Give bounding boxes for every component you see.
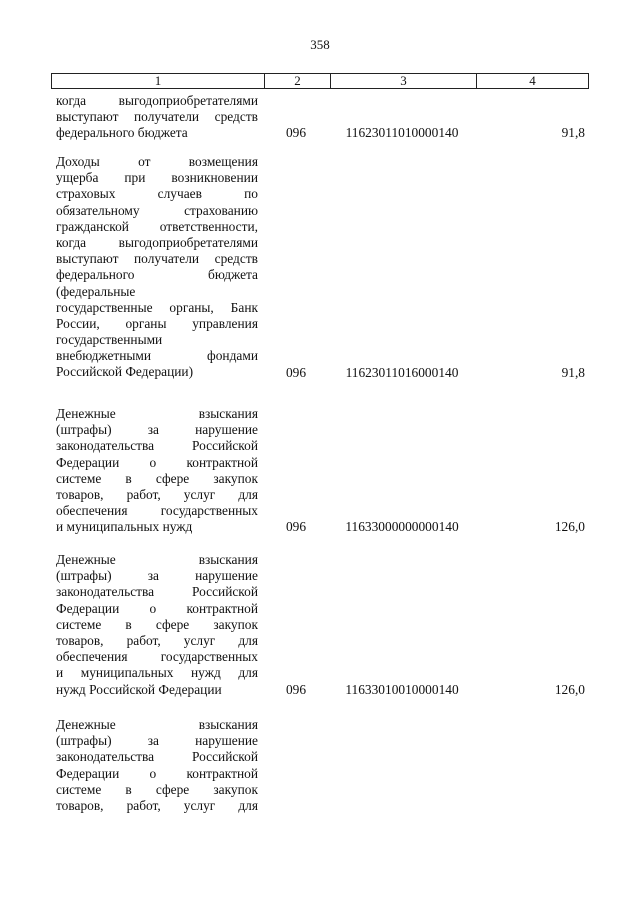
description-line: обеспечения государственных [56,503,258,519]
description-line: Федерации о контрактной [56,600,258,616]
description-line: когда выгодоприобретателями [56,234,258,250]
description-line: Денежные взыскания [56,552,258,567]
description-line: страховых случаев по [56,186,258,202]
description-line: внебюджетными фондами [56,348,258,364]
row-description [56,552,258,698]
table-header [51,73,589,89]
description-line: когда выгодоприобретателями [56,93,258,108]
description-line: федерального бюджета [56,267,258,283]
description-line: выступают получатели средств [56,251,258,267]
description-line: Федерации о контрактной [56,454,258,470]
amount-value: 91,8 [561,364,585,380]
table-row [51,717,589,814]
description-line: ущерба при возникновении [56,170,258,186]
admin-code: 096 [285,364,307,380]
description-line: Доходы от возмещения [56,154,258,169]
description-line: федерального бюджета [56,125,188,141]
budget-classification-code: 11633000000000140 [345,519,459,535]
description-line: (штрафы) за нарушение [56,422,258,438]
description-line: государственные органы, Банк [56,299,258,315]
description-line: товаров, работ, услуг для [56,632,258,648]
amount-value: 91,8 [561,125,585,141]
description-line: системе в сфере закупок [56,781,258,797]
description-line: Денежные взыскания [56,406,258,421]
description-line: выступают получатели средств [56,109,258,125]
description-line: Денежные взыскания [56,717,258,732]
description-line: и муниципальных нужд [56,519,193,535]
table-row [51,154,589,381]
description-line: обеспечения государственных [56,649,258,665]
description-line: Российской Федерации) [56,364,194,380]
admin-code: 096 [285,681,307,697]
description-line: России, органы управления [56,315,258,331]
header-col-1: 1 [154,73,162,88]
budget-classification-code: 11623011010000140 [345,125,459,141]
header-col-3: 3 [330,74,476,88]
budget-classification-code: 11623011016000140 [345,364,459,380]
budget-classification-code: 11633010010000140 [345,681,459,697]
row-description [56,717,258,814]
description-line: государственными [56,332,163,348]
amount-value: 126,0 [554,681,585,697]
description-line: системе в сфере закупок [56,470,258,486]
description-line: обязательному страхованию [56,202,258,218]
description-line: законодательства Российской [56,584,258,600]
header-col-4: 4 [476,74,588,88]
description-line: нужд Российской Федерации [56,681,222,697]
header-col-2: 2 [264,74,330,88]
description-line: (федеральные [56,283,136,299]
description-line: (штрафы) за нарушение [56,733,258,749]
row-description [56,93,258,142]
page-number: 358 [310,37,330,52]
table-row [51,93,589,142]
description-line: товаров, работ, услуг для [56,486,258,502]
description-line: законодательства Российской [56,749,258,765]
description-line: системе в сфере закупок [56,616,258,632]
row-description [56,406,258,536]
row-description [56,154,258,381]
description-line: товаров, работ, услуг для [56,797,258,813]
table-row [51,406,589,536]
description-line: и муниципальных нужд для [56,665,258,681]
amount-value: 126,0 [554,519,585,535]
description-line: (штрафы) за нарушение [56,568,258,584]
description-line: Федерации о контрактной [56,765,258,781]
admin-code: 096 [285,125,307,141]
description-line: законодательства Российской [56,438,258,454]
admin-code: 096 [285,519,307,535]
table-row [51,552,589,698]
description-line: гражданской ответственности, [56,218,258,234]
